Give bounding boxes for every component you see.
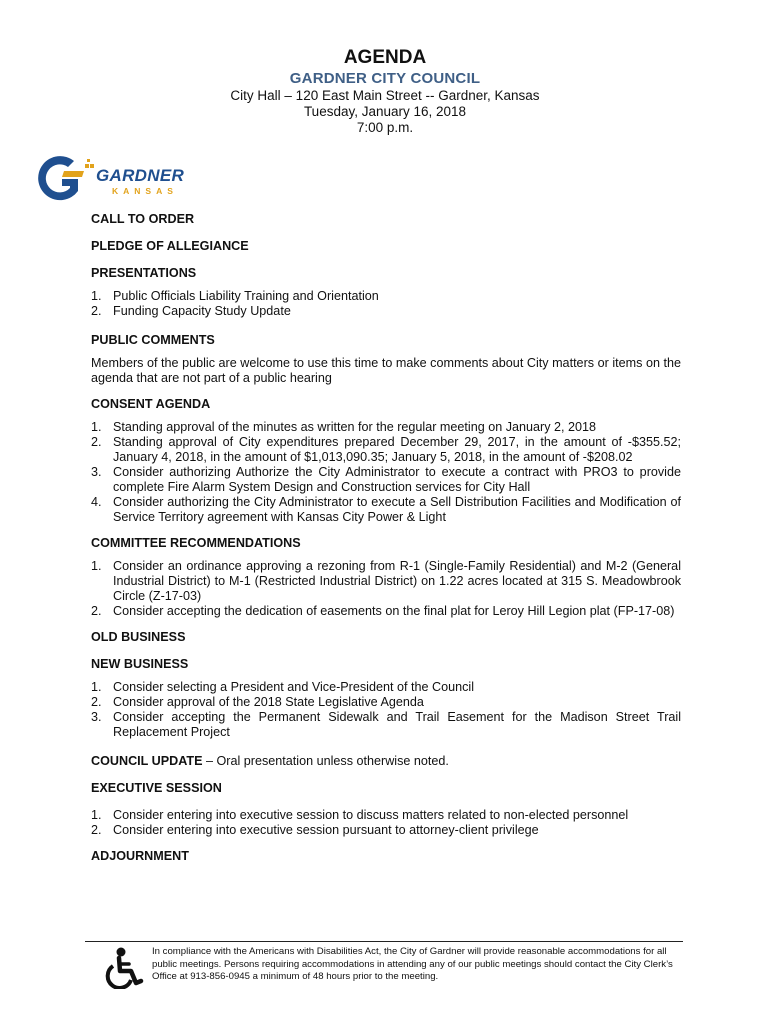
list-item: 2. Funding Capacity Study Update [91, 304, 291, 318]
heading-consent-agenda: CONSENT AGENDA [91, 397, 211, 411]
meeting-time: 7:00 p.m. [356, 120, 414, 135]
meeting-date: Tuesday, January 16, 2018 [303, 104, 467, 119]
wheelchair-icon [101, 947, 145, 989]
footer-divider [85, 941, 683, 942]
agenda-header [0, 46, 770, 136]
list-item: 4. Consider authorizing the City Administrator to execute a Sell Distribution Facilities and Modification of Service Territory agreement with Kansas City Power & Light [91, 495, 681, 524]
list-item: 1. Public Officials Liability Training and Orientation [91, 289, 379, 303]
heading-council-update: COUNCIL UPDATE [91, 754, 203, 768]
new-business-list [91, 680, 681, 740]
committee-list [91, 559, 681, 619]
heading-executive-session: EXECUTIVE SESSION [91, 781, 222, 795]
heading-committee-recommendations: COMMITTEE RECOMMENDATIONS [91, 536, 301, 550]
agenda-body [91, 209, 681, 864]
list-item: 1. Consider an ordinance approving a rezoning from R-1 (Single-Family Residential) and M-2 (General Industrial District) to M-1 (Restricted Industrial District) on 1.22 acres located at 315 S. Meadowbrook Circle (Z-17-03) [91, 559, 681, 603]
list-item: 1. Standing approval of the minutes as written for the regular meeting on January 2, 2018 [91, 420, 597, 434]
council-name: GARDNER CITY COUNCIL [289, 70, 481, 87]
consent-list [91, 420, 681, 525]
presentations-list [91, 289, 681, 319]
page-title: AGENDA [343, 47, 427, 68]
meeting-address: City Hall – 120 East Main Street -- Gardner, Kansas [230, 88, 540, 103]
list-item: 2. Standing approval of City expenditures prepared December 29, 2017, in the amount of -$355.52; January 4, 2018, in the amount of $1,013,090.35; January 5, 2018, in the amount of -$208.02 [91, 435, 681, 464]
logo-wordmark: GARDNER [96, 166, 185, 185]
heading-call-to-order: CALL TO ORDER [91, 212, 195, 226]
heading-presentations: PRESENTATIONS [91, 266, 197, 280]
heading-adjournment: ADJOURNMENT [91, 849, 189, 863]
heading-pledge: PLEDGE OF ALLEGIANCE [91, 239, 249, 253]
list-item: 2. Consider entering into executive session pursuant to attorney-client privilege [91, 823, 539, 837]
heading-public-comments: PUBLIC COMMENTS [91, 333, 215, 347]
council-update [91, 754, 681, 769]
list-item: 2. Consider approval of the 2018 State Legislative Agenda [91, 695, 424, 709]
list-item: 3. Consider authorizing Authorize the City Administrator to execute a contract with PRO3 to provide complete Fire Alarm System Design and Construction services for City Hall [91, 465, 681, 494]
ada-notice: In compliance with the Americans with Disabilities Act, the City of Gardner will provide reasonable accommodations for all public meetings. Persons requiring accommodations in attending any of our public meetings should contact the City Clerk’s Office at 913-856-0945 a minimum of 48 hours prior to the meeting. [152, 946, 673, 982]
list-item: 1. Consider selecting a President and Vice-President of the Council [91, 680, 474, 694]
gardner-logo [34, 153, 194, 205]
gardner-g-mark-icon [34, 153, 98, 205]
heading-new-business: NEW BUSINESS [91, 657, 189, 671]
list-item: 2. Consider accepting the dedication of easements on the final plat for Leroy Hill Legion plat (FP-17-08) [91, 604, 675, 618]
executive-list [91, 808, 681, 838]
list-item: 1. Consider entering into executive session to discuss matters related to non-elected personnel [91, 808, 629, 822]
council-update-text: – Oral presentation unless otherwise noted. [202, 754, 449, 768]
public-comments-text: Members of the public are welcome to use this time to make comments about City matters or items on the agenda that are not part of a public hearing [91, 356, 681, 385]
logo-tagline: KANSAS [112, 186, 178, 196]
list-item: 3. Consider accepting the Permanent Sidewalk and Trail Easement for the Madison Street Trail Replacement Project [91, 710, 681, 739]
heading-old-business: OLD BUSINESS [91, 630, 186, 644]
